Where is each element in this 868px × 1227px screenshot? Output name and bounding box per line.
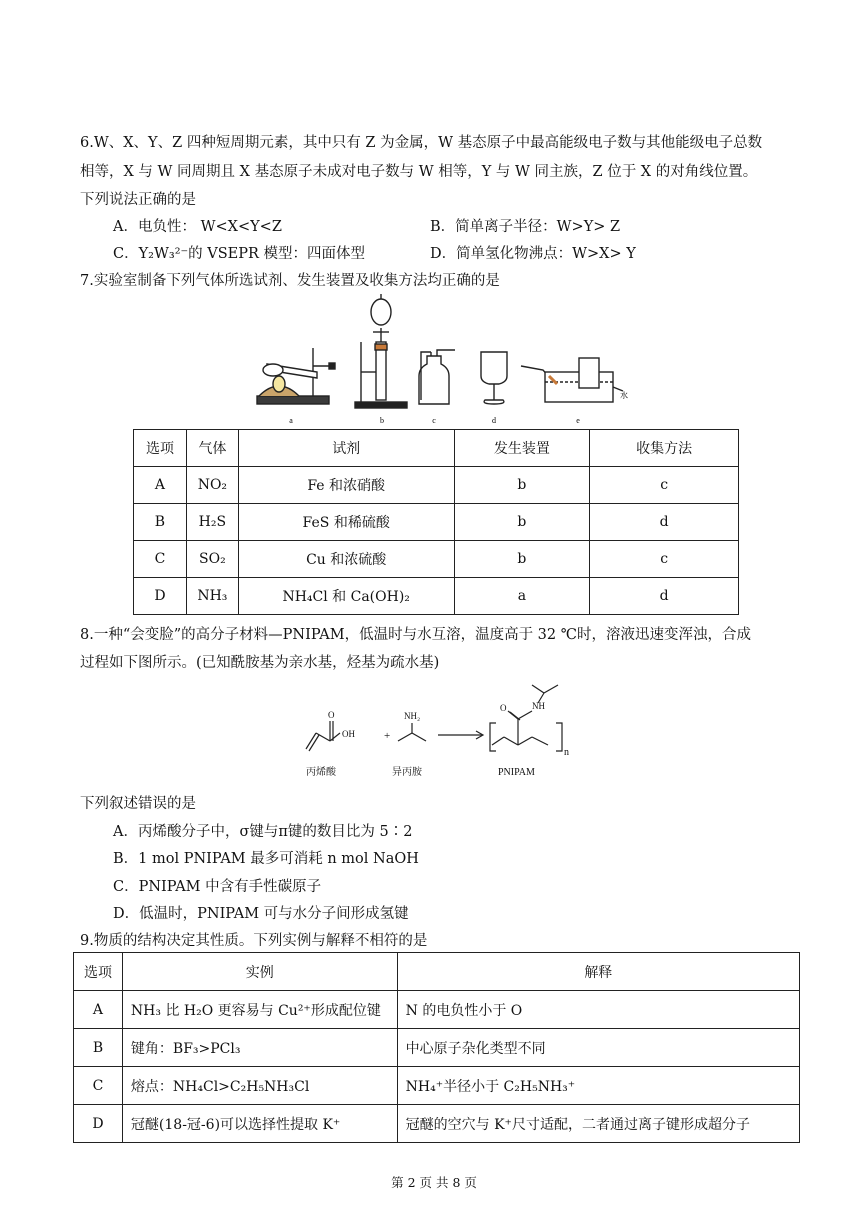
q8-stem-line2: 过程如下图所示。(已知酰胺基为亲水基，烃基为疏水基) bbox=[80, 655, 440, 671]
gas-apparatus-figure bbox=[245, 292, 628, 427]
table-row bbox=[74, 1029, 800, 1067]
acrylic-acid-oxygen: O bbox=[328, 710, 335, 720]
apparatus-c bbox=[419, 350, 455, 404]
table-cell: b bbox=[454, 467, 590, 504]
apparatus-e bbox=[521, 358, 623, 402]
table-cell: A bbox=[74, 991, 123, 1029]
q7-stem: 7.实验室制备下列气体所选试剂、发生装置及收集方法均正确的是 bbox=[80, 273, 500, 289]
table-row bbox=[134, 541, 739, 578]
table-cell: Fe 和浓硝酸 bbox=[238, 467, 454, 504]
table-header: 实例 bbox=[122, 953, 397, 991]
q6-option-d: D．简单氢化物沸点：W>X> Y bbox=[430, 246, 636, 262]
pnipam-nh: NH bbox=[532, 701, 545, 711]
table-row bbox=[74, 991, 800, 1029]
table-cell: A bbox=[134, 467, 187, 504]
table-cell: NH₄Cl 和 Ca(OH)₂ bbox=[238, 578, 454, 615]
table-row bbox=[134, 504, 739, 541]
pnipam-structure bbox=[490, 685, 562, 751]
isopropylamine-nh2: NH₂ bbox=[404, 711, 421, 721]
table-cell: b bbox=[454, 504, 590, 541]
table-cell: 熔点：NH₄Cl>C₂H₅NH₃Cl bbox=[122, 1067, 397, 1105]
q8-stem-line1: 8.一种“会变脸”的高分子材料—PNIPAM，低温时与水互溶，温度高于 32 ℃时，溶液迅速变浑浊，合成 bbox=[80, 627, 751, 643]
fig-label-b: b bbox=[380, 416, 384, 425]
table-cell: d bbox=[590, 504, 739, 541]
acrylic-acid-caption: 丙烯酸 bbox=[306, 767, 336, 778]
isopropylamine-structure bbox=[398, 723, 426, 741]
table-cell: H₂S bbox=[186, 504, 238, 541]
table-cell: c bbox=[590, 467, 739, 504]
table-cell: N 的电负性小于 O bbox=[397, 991, 799, 1029]
table-cell: 冠醚(18-冠-6)可以选择性提取 K⁺ bbox=[122, 1105, 397, 1143]
table-cell: FeS 和稀硫酸 bbox=[238, 504, 454, 541]
table-cell: C bbox=[134, 541, 187, 578]
q6-stem-line3: 下列说法正确的是 bbox=[80, 192, 196, 208]
table-cell: C bbox=[74, 1067, 123, 1105]
table-row bbox=[74, 1067, 800, 1105]
q8-stem-line3: 下列叙述错误的是 bbox=[80, 796, 196, 812]
q9-table bbox=[73, 952, 800, 1143]
table-cell: c bbox=[590, 541, 739, 578]
table-row bbox=[134, 467, 739, 504]
q8-option-b: B．1 mol PNIPAM 最多可消耗 n mol NaOH bbox=[113, 851, 419, 867]
table-header-row bbox=[74, 953, 800, 991]
acrylic-acid-structure bbox=[306, 721, 340, 751]
q6-option-a: A．电负性： W<X<Y<Z bbox=[113, 219, 282, 235]
isopropylamine-caption: 异丙胺 bbox=[392, 767, 422, 778]
fig-label-a: a bbox=[289, 416, 293, 425]
table-cell: NO₂ bbox=[186, 467, 238, 504]
table-header: 发生装置 bbox=[454, 430, 590, 467]
q6-stem-line2: 相等，X 与 W 同周期且 X 基态原子未成对电子数与 W 相等，Y 与 W 同主族，Z 位于 X 的对角线位置。 bbox=[80, 164, 758, 180]
table-cell: D bbox=[134, 578, 187, 615]
table-cell: Cu 和浓硫酸 bbox=[238, 541, 454, 578]
q8-option-a: A．丙烯酸分子中，σ键与π键的数目比为 5∶2 bbox=[113, 824, 413, 840]
table-cell: b bbox=[454, 541, 590, 578]
q6-stem-line1: 6.W、X、Y、Z 四种短周期元素，其中只有 Z 为金属，W 基态原子中最高能级电子数与其他能级电子总数 bbox=[80, 135, 763, 151]
table-row bbox=[134, 578, 739, 615]
table-header: 解释 bbox=[397, 953, 799, 991]
table-cell: D bbox=[74, 1105, 123, 1143]
pnipam-oxygen: O bbox=[500, 703, 507, 713]
fig-label-d: d bbox=[492, 416, 496, 425]
table-cell: SO₂ bbox=[186, 541, 238, 578]
table-cell: B bbox=[74, 1029, 123, 1067]
table-cell: 冠醚的空穴与 K⁺尺寸适配，二者通过离子键形成超分子 bbox=[397, 1105, 799, 1143]
table-header: 选项 bbox=[74, 953, 123, 991]
table-cell: NH₄⁺半径小于 C₂H₅NH₃⁺ bbox=[397, 1067, 799, 1105]
fig-label-e: e bbox=[576, 416, 580, 425]
table-header: 试剂 bbox=[238, 430, 454, 467]
table-row bbox=[74, 1105, 800, 1143]
table-header: 气体 bbox=[186, 430, 238, 467]
apparatus-a bbox=[257, 348, 335, 404]
table-cell: NH₃ bbox=[186, 578, 238, 615]
table-header-row bbox=[134, 430, 739, 467]
reaction-arrow bbox=[438, 731, 483, 739]
q8-option-d: D．低温时，PNIPAM 可与水分子间形成氢键 bbox=[113, 906, 409, 922]
fig-label-water: 水 bbox=[620, 391, 628, 400]
fig-label-c: c bbox=[432, 416, 436, 425]
pnipam-n-subscript: n bbox=[564, 747, 569, 758]
table-cell: NH₃ 比 H₂O 更容易与 Cu²⁺形成配位键 bbox=[122, 991, 397, 1029]
pnipam-caption: PNIPAM bbox=[498, 767, 535, 778]
apparatus-d bbox=[481, 352, 507, 404]
table-cell: 键角：BF₃>PCl₃ bbox=[122, 1029, 397, 1067]
table-header: 选项 bbox=[134, 430, 187, 467]
q8-option-c: C．PNIPAM 中含有手性碳原子 bbox=[113, 879, 322, 895]
plus-sign: + bbox=[384, 730, 391, 742]
table-cell: a bbox=[454, 578, 590, 615]
q6-option-b: B．简单离子半径：W>Y> Z bbox=[430, 219, 621, 235]
q7-table bbox=[133, 429, 739, 615]
apparatus-b bbox=[355, 294, 407, 408]
table-cell: 中心原子杂化类型不同 bbox=[397, 1029, 799, 1067]
table-cell: d bbox=[590, 578, 739, 615]
page-footer: 第 2 页 共 8 页 bbox=[391, 1175, 477, 1190]
table-cell: B bbox=[134, 504, 187, 541]
q6-option-c: C．Y₂W₃²⁻的 VSEPR 模型：四面体型 bbox=[113, 246, 366, 262]
pnipam-synthesis-figure bbox=[300, 675, 570, 785]
table-header: 收集方法 bbox=[590, 430, 739, 467]
q9-stem: 9.物质的结构决定其性质。下列实例与解释不相符的是 bbox=[80, 933, 428, 949]
acrylic-acid-oh: OH bbox=[342, 729, 355, 739]
